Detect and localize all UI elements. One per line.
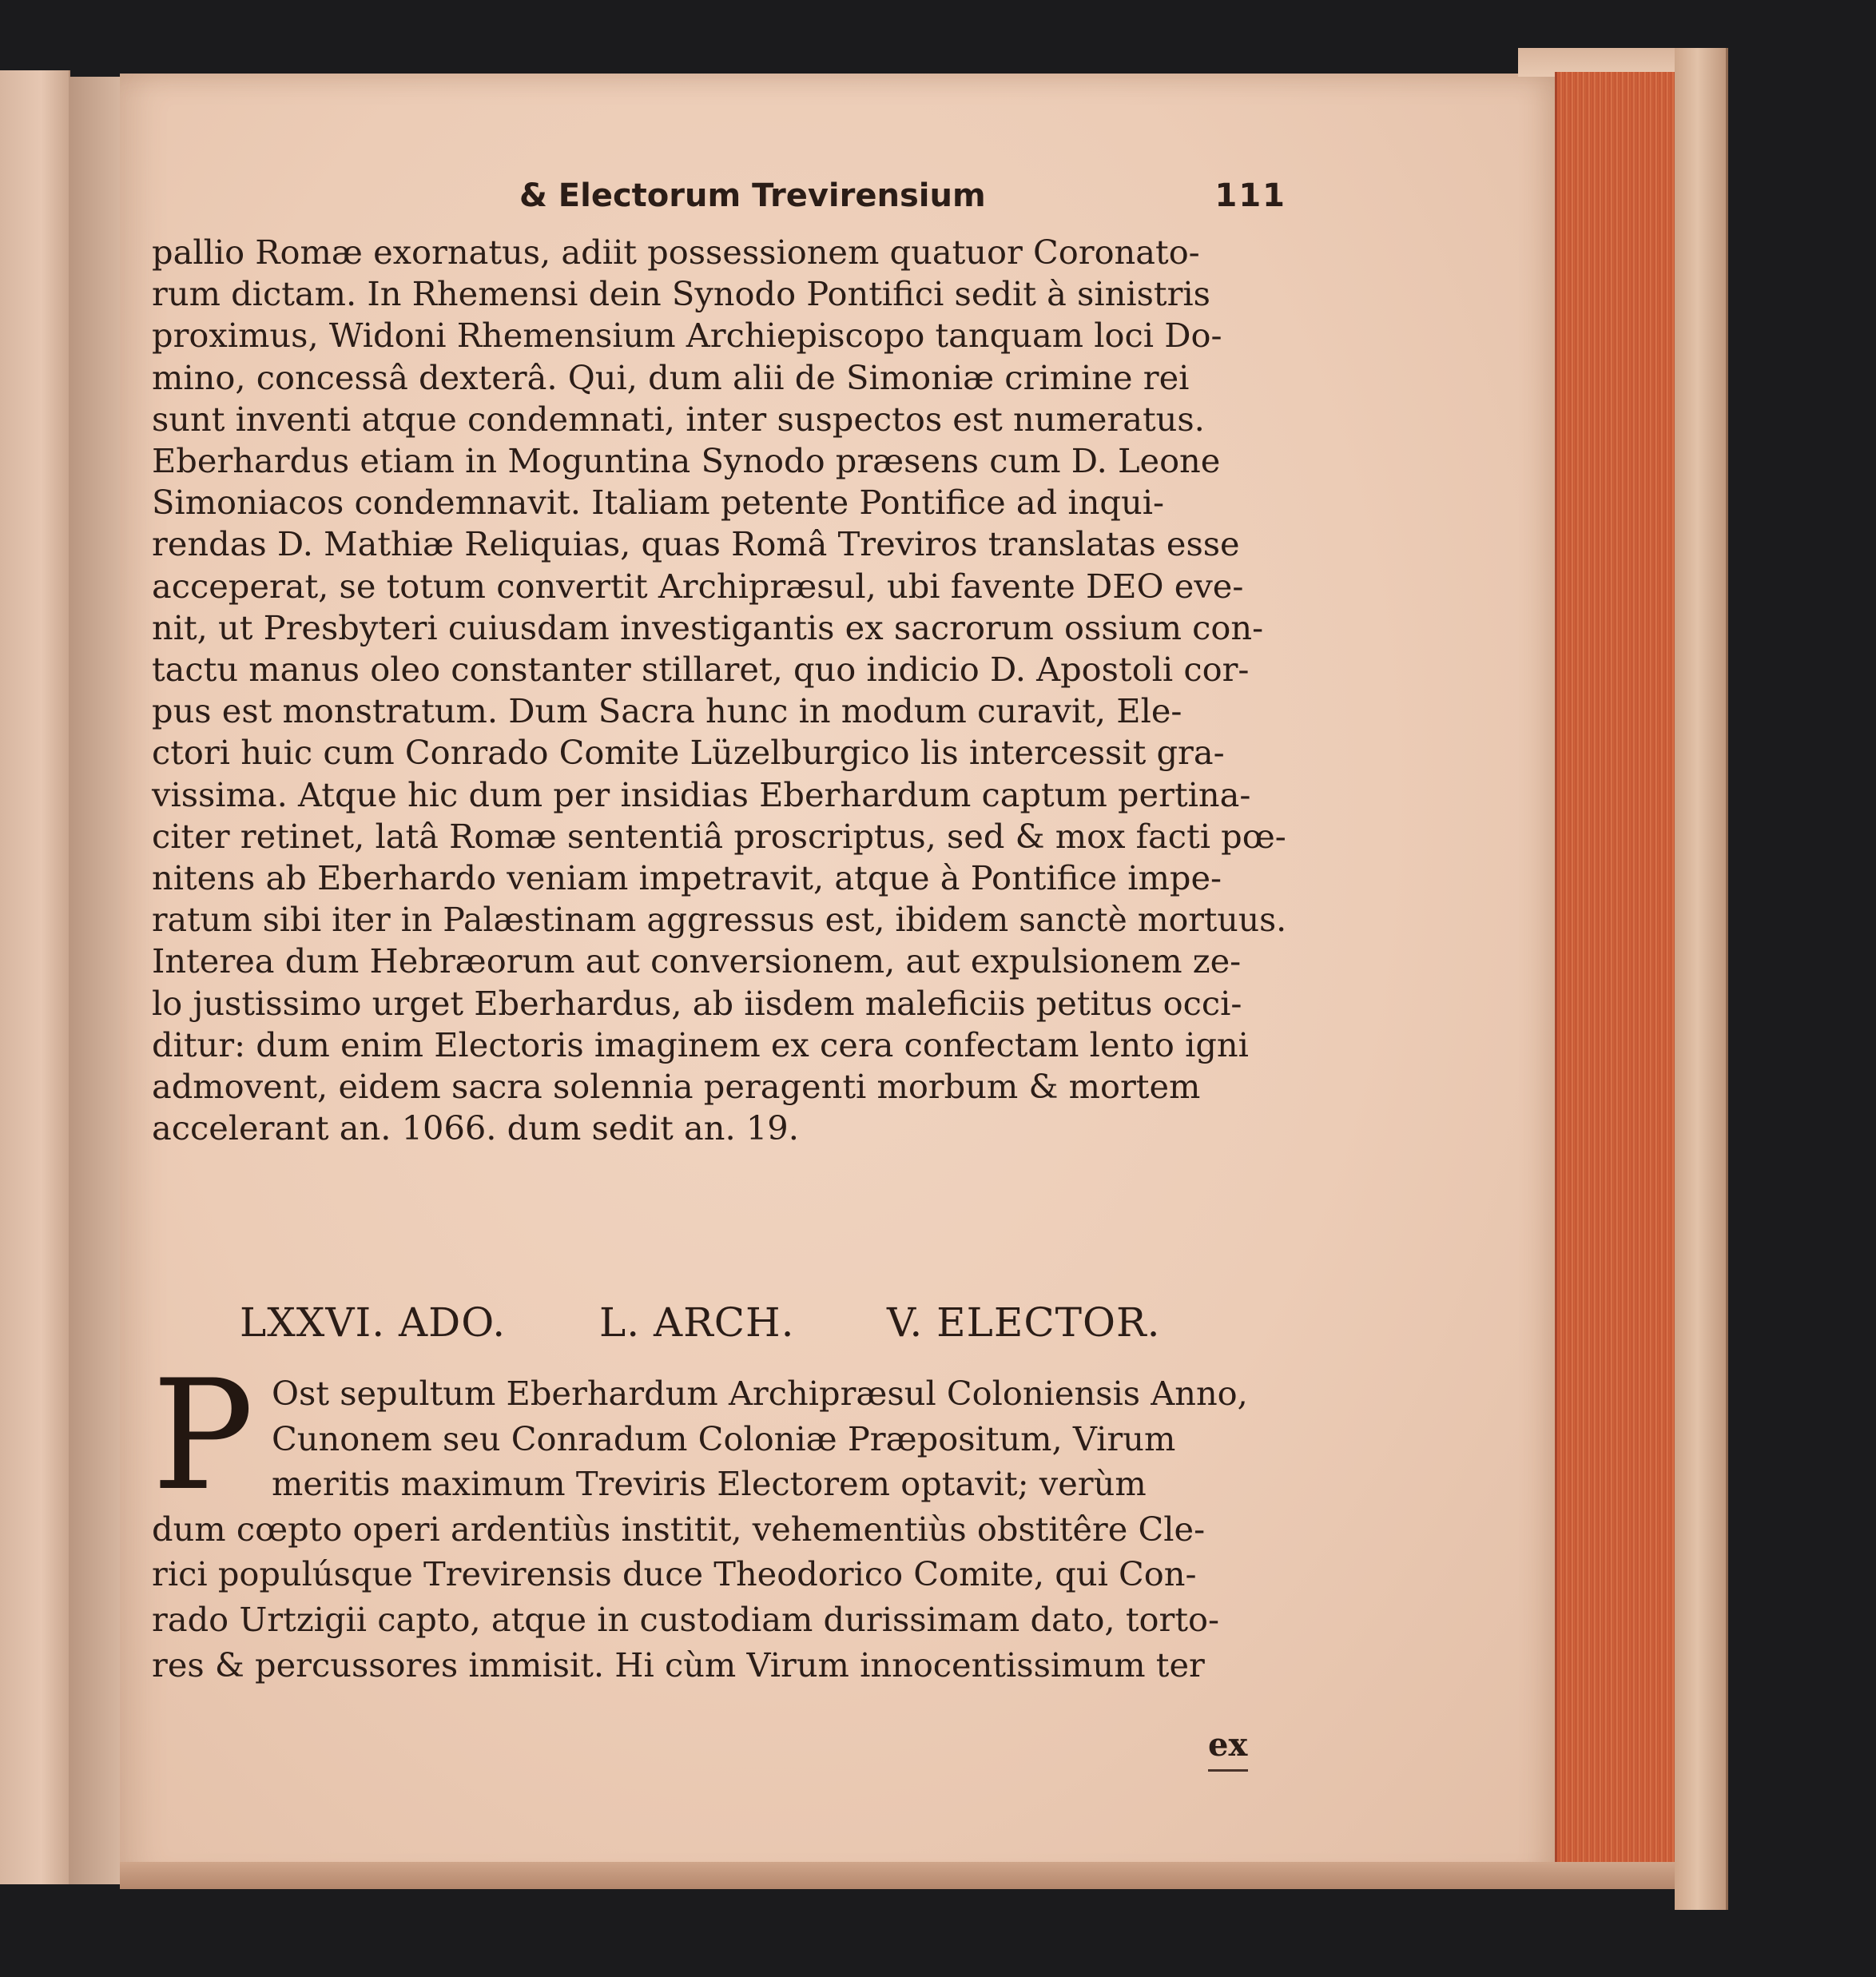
text-line: ratum sibi iter in Palæstinam aggressus est, ibidem sanctè mortuus. bbox=[152, 900, 1287, 940]
text-line: citer retinet, latâ Romæ sententiâ proscriptus, sed & mox facti pœ- bbox=[152, 816, 1286, 856]
page-bottom-edge bbox=[120, 1862, 1675, 1889]
text-line: admovent, eidem sacra solennia peragenti morbum & mortem bbox=[152, 1067, 1201, 1107]
page-number: 111 bbox=[1214, 177, 1286, 214]
text-line: dum cœpto operi ardentiùs institit, vehementiùs obstitêre Cle- bbox=[152, 1509, 1206, 1549]
book-cover bbox=[1675, 48, 1728, 1910]
text-line: ctori huic cum Conrado Comite Lüzelburgico lis intercessit gra- bbox=[152, 733, 1225, 773]
page-edges bbox=[1555, 72, 1677, 1862]
text-line: meritis maximum Treviris Electorem optavit; verùm bbox=[272, 1464, 1147, 1504]
text-line: vissima. Atque hic dum per insidias Eberhardum captum pertina- bbox=[152, 774, 1251, 814]
text-line: Eberhardus etiam in Moguntina Synodo præsens cum D. Leone bbox=[152, 441, 1221, 481]
text-line: Cunonem seu Conradum Coloniæ Præpositum, Virum bbox=[272, 1418, 1176, 1458]
text-line: res & percussores immisit. Hi cùm Virum innocentissimum ter bbox=[152, 1645, 1205, 1685]
left-page-edge bbox=[0, 70, 70, 1884]
text-line: rici populúsque Trevirensis duce Theodorico Comite, qui Con- bbox=[152, 1554, 1197, 1594]
text-line: Interea dum Hebræorum aut conversionem, aut expulsionem ze- bbox=[152, 941, 1242, 981]
text-line: mino, concessâ dexterâ. Qui, dum alii de Simoniæ crimine rei bbox=[152, 357, 1190, 397]
text-line: accelerant an. 1066. dum sedit an. 19. bbox=[152, 1108, 799, 1148]
text-line: acceperat, se totum convertit Archipræsul, ubi favente DEO eve- bbox=[152, 566, 1244, 606]
text-line: Ost sepultum Eberhardum Archipræsul Coloniensis Anno, bbox=[272, 1374, 1248, 1413]
heading-arch: L. ARCH. bbox=[599, 1299, 795, 1346]
text-line: nit, ut Presbyteri cuiusdam investigantis ex sacrorum ossium con- bbox=[152, 607, 1264, 647]
drop-cap: P bbox=[152, 1347, 254, 1524]
text-line: rum dictam. In Rhemensi dein Synodo Pontifici sedit à sinistris bbox=[152, 274, 1210, 314]
text-line: lo justissimo urget Eberhardus, ab iisdem maleficiis petitus occi- bbox=[152, 983, 1242, 1023]
text-line: pus est monstratum. Dum Sacra hunc in modum curavit, Ele- bbox=[152, 691, 1182, 731]
text-line: tactu manus oleo constanter stillaret, quo indicio D. Apostoli cor- bbox=[152, 650, 1250, 690]
heading-number: LXXVI. ADO. bbox=[240, 1299, 507, 1346]
text-line: rado Urtzigii capto, atque in custodiam durissimam dato, torto- bbox=[152, 1599, 1220, 1639]
text-line: sunt inventi atque condemnati, inter suspectos est numeratus. bbox=[152, 399, 1205, 439]
text-line: nitens ab Eberhardo veniam impetravit, atque à Pontifice impe- bbox=[152, 858, 1222, 898]
catchword: ex bbox=[1208, 1726, 1248, 1764]
text-line: ditur: dum enim Electoris imaginem ex cera confectam lento igni bbox=[152, 1024, 1249, 1064]
text-line: pallio Romæ exornatus, adiit possessionem quatuor Coronato- bbox=[152, 233, 1200, 272]
gutter-shadow bbox=[69, 77, 125, 1884]
heading-elector: V. ELECTOR. bbox=[887, 1299, 1161, 1346]
text-line: Simoniacos condemnavit. Italiam petente Pontifice ad inqui- bbox=[152, 483, 1165, 523]
paragraph-1 bbox=[152, 232, 1286, 1149]
text-line: proximus, Widoni Rhemensium Archiepiscopo tanquam loci Do- bbox=[152, 316, 1222, 356]
running-head-title: & Electorum Trevirensium bbox=[519, 177, 986, 214]
catchword-rule bbox=[1208, 1769, 1248, 1772]
text-line: rendas D. Mathiæ Reliquias, quas Româ Treviros translatas esse bbox=[152, 524, 1240, 564]
paragraph-2 bbox=[152, 1371, 1286, 1688]
